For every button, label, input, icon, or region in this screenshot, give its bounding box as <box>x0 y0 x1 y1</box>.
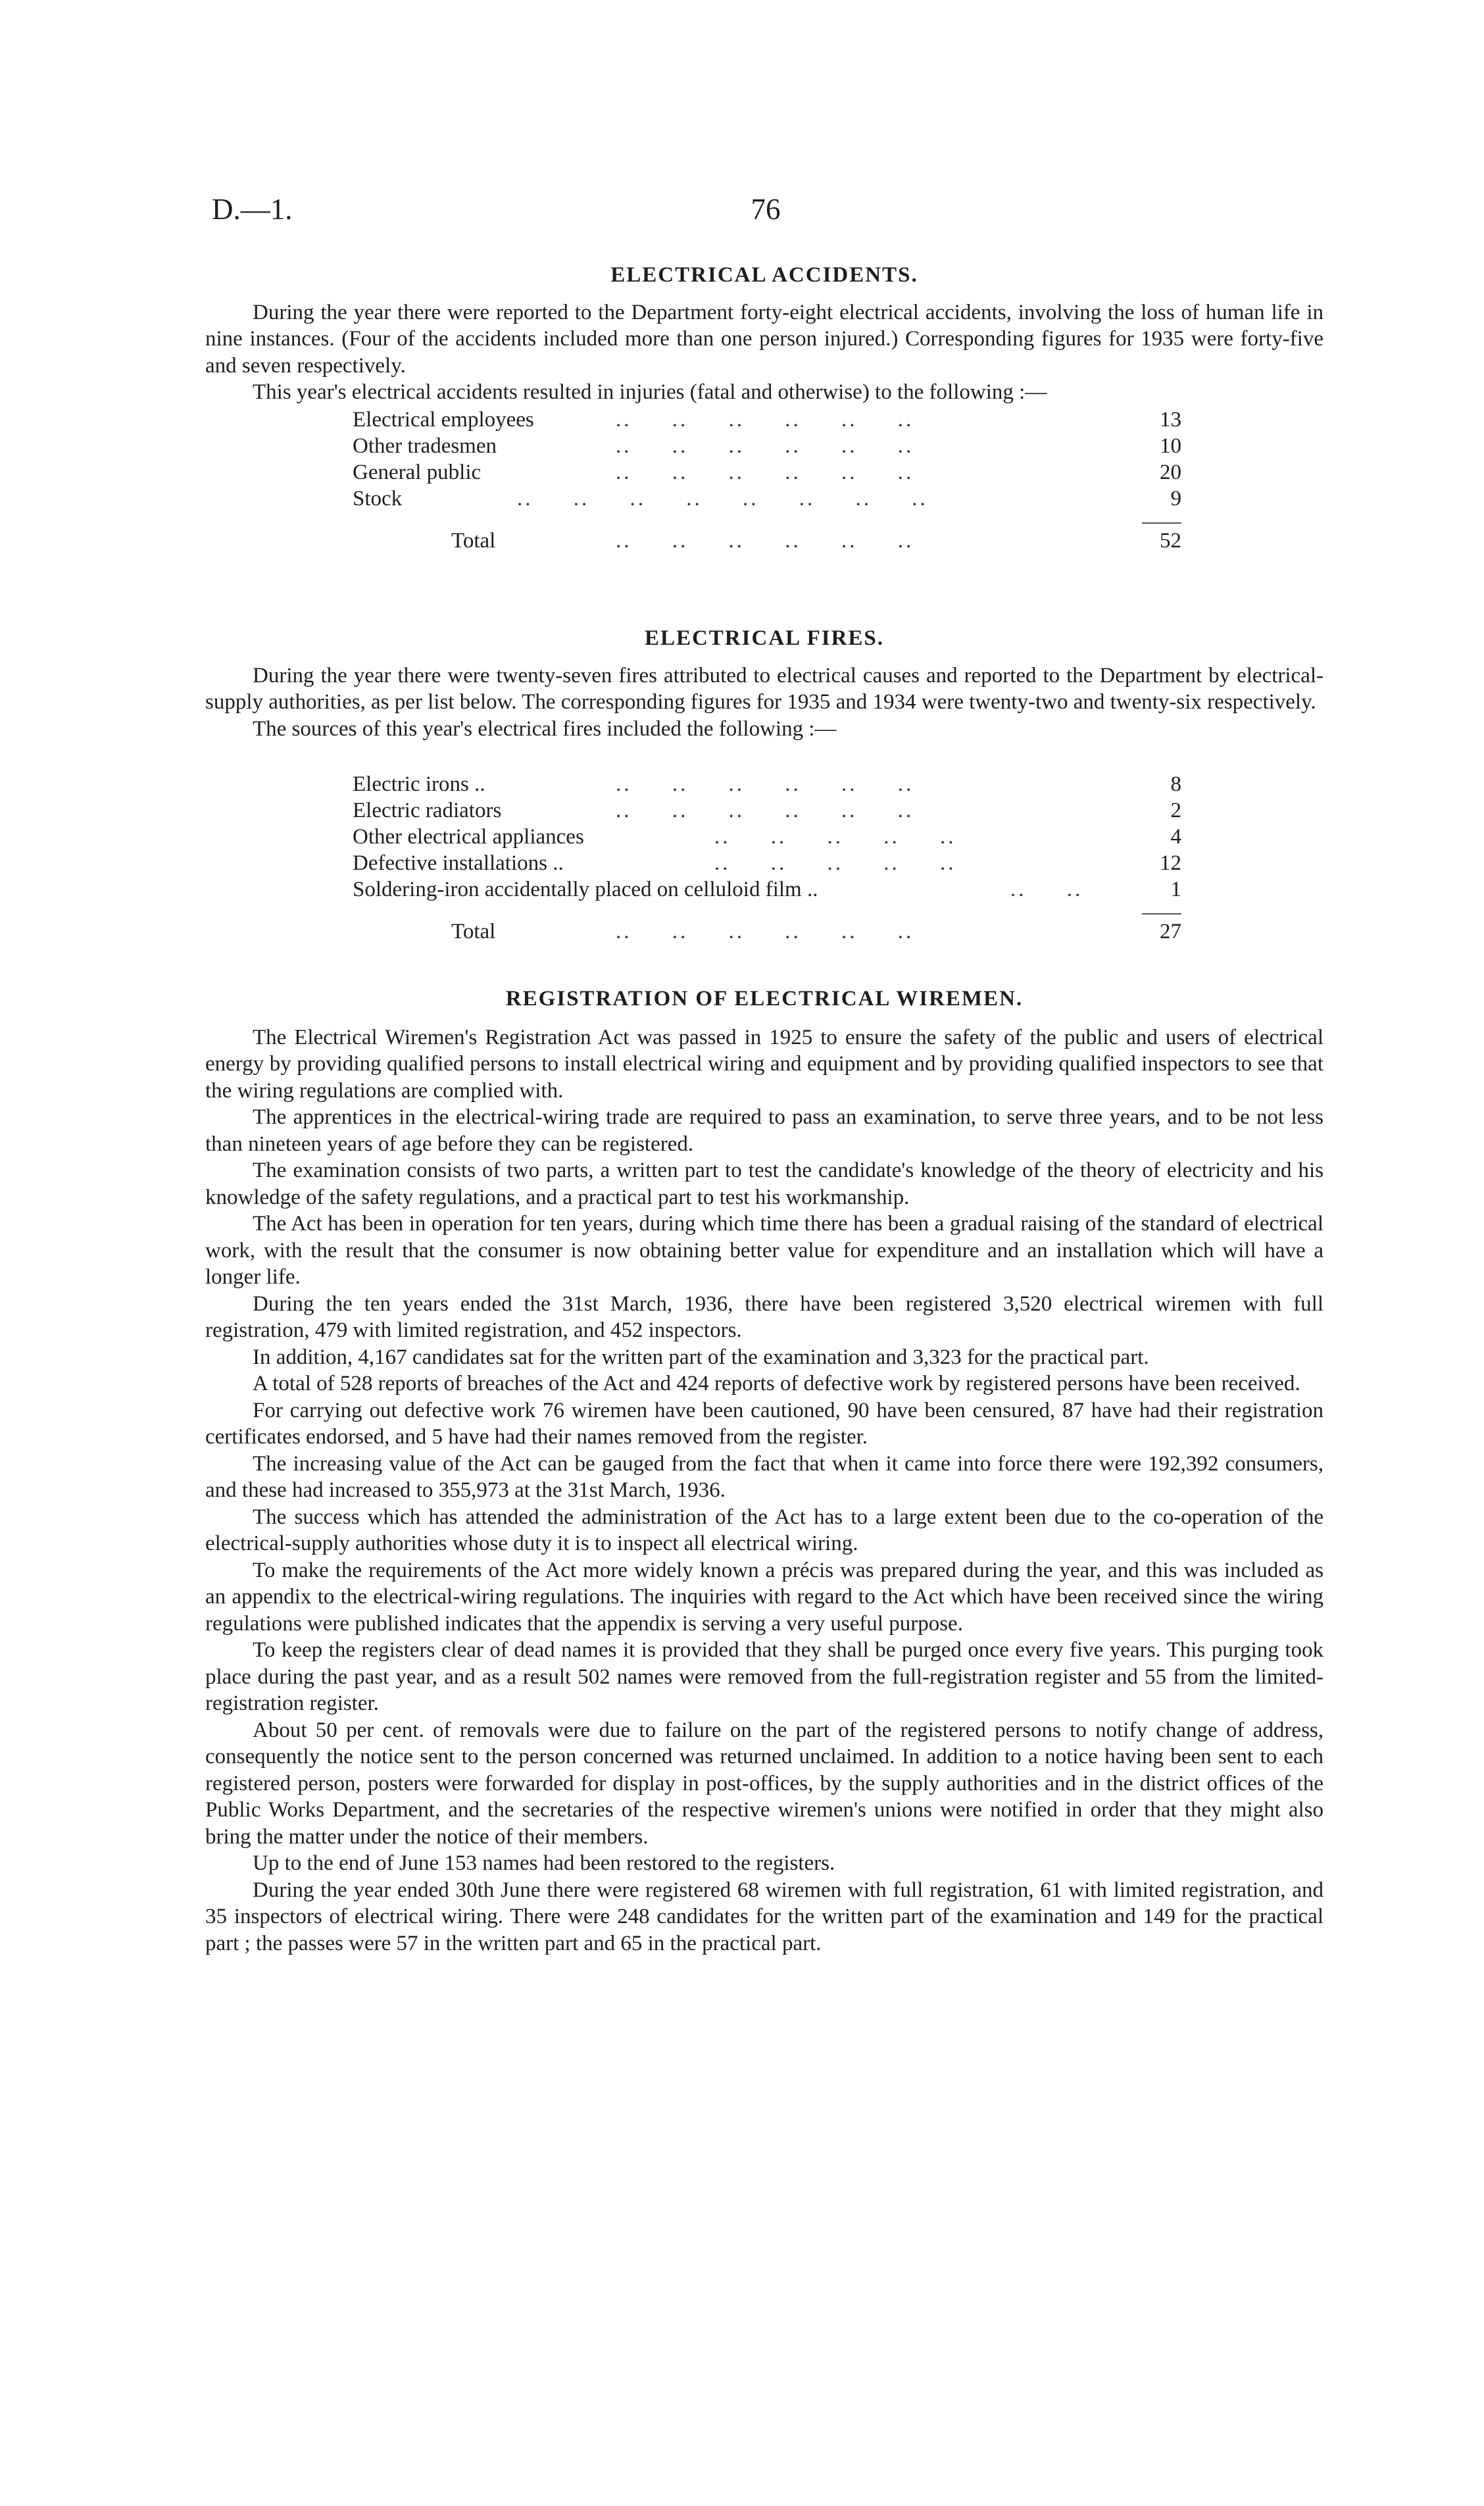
row-label: Stock <box>353 487 403 511</box>
fires-paragraph: The sources of this year's electrical fires included the following :— <box>253 716 837 741</box>
row-value: 20 <box>1160 461 1181 484</box>
table-row <box>353 461 1181 487</box>
row-label: Other tradesmen <box>353 434 497 458</box>
registration-paragraph: Up to the end of June 153 names had been restored to the registers. <box>253 1851 835 1875</box>
document-reference: D.—1. <box>212 193 293 226</box>
fires-section <box>205 625 1323 742</box>
fires-heading: ELECTRICAL FIRES. <box>644 626 885 650</box>
table-row <box>353 851 1181 878</box>
row-label: General public <box>353 461 482 484</box>
leader-dots: .. .. .. .. .. <box>714 851 956 875</box>
total-rule <box>1142 522 1181 524</box>
row-value: 12 <box>1160 851 1181 875</box>
total-label: Total <box>451 920 496 943</box>
row-label: Defective installations .. <box>353 851 564 875</box>
fires-paragraph: During the year there were twenty-seven fires attributed to electrical causes and reported to the Department by electrical-supply authorities, as per list below. The corresponding figures for 1935 and 1934 were twenty-two and twenty-six respectively. <box>205 663 1323 714</box>
total-label: Total <box>451 529 496 553</box>
row-value: 10 <box>1160 434 1181 458</box>
leader-dots: .. .. <box>1010 878 1083 901</box>
registration-paragraph: During the ten years ended the 31st March, 1936, there have been registered 3,520 electrical wiremen with full registration, 479 with limited registration, and 452 inspectors. <box>205 1291 1323 1342</box>
accidents-paragraph: During the year there were reported to the Department forty-eight electrical accidents, involving the loss of human life in nine instances. (Four of the accidents included more than one person injured.) Corresponding figures for 1935 were forty-five and seven respectively. <box>205 300 1323 378</box>
row-label: Electric irons .. <box>353 772 485 796</box>
accidents-section <box>205 262 1323 406</box>
total-rule <box>1142 913 1181 915</box>
registration-paragraph: The examination consists of two parts, a written part to test the candidate's knowledge of the theory of electricity and his knowledge of the safety regulations, and a practical part to test his workmanship. <box>205 1159 1323 1209</box>
row-value: 8 <box>1170 772 1181 796</box>
leader-dots: .. .. .. .. .. .. <box>616 408 914 432</box>
registration-paragraph: The apprentices in the electrical-wiring trade are required to pass an examination, to serve three years, and to be not less than nineteen years of age before they can be registered. <box>205 1105 1323 1156</box>
accidents-heading: ELECTRICAL ACCIDENTS. <box>610 263 918 287</box>
leader-dots: .. .. .. .. .. <box>714 825 956 849</box>
table-row <box>353 825 1181 851</box>
leader-dots: .. .. .. .. .. .. <box>616 529 914 553</box>
leader-dots: .. .. .. .. .. .. <box>616 772 914 796</box>
fires-table <box>353 772 1181 946</box>
total-row <box>353 529 1181 555</box>
registration-paragraph: To make the requirements of the Act more widely known a précis was prepared during the year, and this was included as an appendix to the electrical-wiring regulations. The inquiries with regard to the Act which have been received since the wiring regulations were published indicates that the appendix is serving a very useful purpose. <box>205 1558 1323 1636</box>
registration-paragraph: The Act has been in operation for ten years, during which time there has been a gradual raising of the standard of electrical work, with the result that the consumer is now obtaining better value for expenditure and an installation which will have a longer life. <box>205 1212 1323 1289</box>
registration-section <box>205 986 1323 1957</box>
leader-dots: .. .. .. .. .. .. <box>616 434 914 458</box>
table-row <box>353 772 1181 799</box>
registration-paragraph: The Electrical Wiremen's Registration Act was passed in 1925 to ensure the safety of the public and users of electrical energy by providing qualified persons to install electrical wiring and equipment and by providing qualified inspectors to see that the wiring regulations are complied with. <box>205 1025 1323 1103</box>
table-row <box>353 878 1181 904</box>
row-label: Soldering-iron accidentally placed on celluloid film .. <box>353 878 818 901</box>
row-label: Electric radiators <box>353 799 502 822</box>
total-row <box>353 920 1181 946</box>
table-row <box>353 799 1181 825</box>
table-row <box>353 487 1181 513</box>
registration-paragraph: The increasing value of the Act can be gauged from the fact that when it came into force there were 192,392 consumers, and these had increased to 355,973 at the 31st March, 1936. <box>205 1451 1323 1502</box>
page-header <box>212 192 1320 232</box>
row-value: 9 <box>1170 487 1181 511</box>
registration-paragraph: About 50 per cent. of removals were due to failure on the part of the registered persons to notify change of address, consequently the notice sent to the person concerned was returned unclaimed. In addition to a notice having been sent to each registered person, posters were forwarded for display in post-offices, by the supply authorities and in the district offices of the Public Works Department, and the secretaries of the respective wiremen's unions were notified in order that they might also bring the matter under the notice of their members. <box>205 1718 1323 1849</box>
leader-dots: .. .. .. .. .. .. <box>616 799 914 822</box>
row-value: 1 <box>1170 878 1181 901</box>
registration-paragraph: For carrying out defective work 76 wiremen have been cautioned, 90 have been censured, 87 have had their registration certificates endorsed, and 5 have had their names removed from the register. <box>205 1398 1323 1449</box>
leader-dots: .. .. .. .. .. .. .. .. <box>517 487 928 511</box>
registration-paragraph: A total of 528 reports of breaches of the Act and 424 reports of defective work by registered persons have been received. <box>253 1372 1300 1395</box>
row-label: Electrical employees <box>353 408 534 432</box>
table-row <box>353 434 1181 461</box>
row-value: 4 <box>1170 825 1181 849</box>
row-value: 13 <box>1160 408 1181 432</box>
registration-paragraph: In addition, 4,167 candidates sat for the written part of the examination and 3,323 for the practical part. <box>253 1345 1149 1369</box>
registration-paragraph: To keep the registers clear of dead names it is provided that they shall be purged once every five years. This purging took place during the past year, and as a result 502 names were removed from the full-registration register and 55 from the limited-registration register. <box>205 1638 1323 1715</box>
registration-heading: REGISTRATION OF ELECTRICAL WIREMEN. <box>505 987 1024 1011</box>
page-number: 76 <box>751 193 781 226</box>
leader-dots: .. .. .. .. .. .. <box>616 461 914 484</box>
registration-paragraph: During the year ended 30th June there were registered 68 wiremen with full registration, 61 with limited registration, and 35 inspectors of electrical wiring. There were 248 candidates for the written part of the examination and 149 for the practical part ; the passes were 57 in the written part and 65 in the practical part. <box>205 1878 1323 1955</box>
row-value: 2 <box>1170 799 1181 822</box>
accidents-table <box>353 408 1181 555</box>
total-value: 52 <box>1160 529 1181 553</box>
registration-paragraph: The success which has attended the administration of the Act has to a large extent been due to the co-operation of the electrical-supply authorities whose duty it is to inspect all electrical wiring. <box>205 1505 1323 1555</box>
accidents-paragraph: This year's electrical accidents resulted in injuries (fatal and otherwise) to the following :— <box>253 380 1047 404</box>
total-value: 27 <box>1160 920 1181 943</box>
table-row <box>353 408 1181 434</box>
leader-dots: .. .. .. .. .. .. <box>616 920 914 943</box>
row-label: Other electrical appliances <box>353 825 584 849</box>
